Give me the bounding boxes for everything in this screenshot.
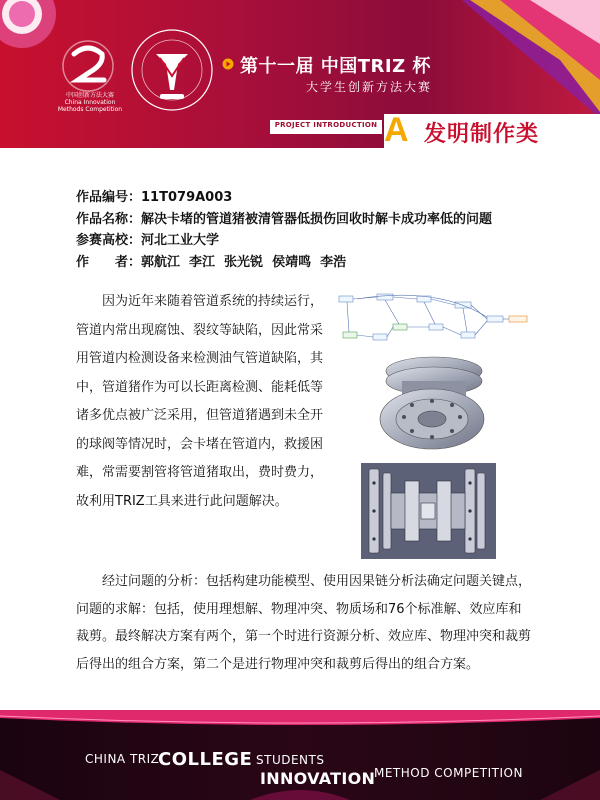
author-name: 侯靖鸣 xyxy=(272,254,312,270)
play-circle-icon xyxy=(222,58,234,70)
logo-caption-cn: 中国创新方法大赛 xyxy=(65,92,114,99)
project-intro-label: PROJECT INTRODUCTION xyxy=(274,121,378,129)
pipeline-pig-section-model xyxy=(361,463,496,559)
cimc-logo-icon xyxy=(60,38,116,94)
paragraph-analysis xyxy=(76,568,531,678)
meta-name-row xyxy=(76,208,556,230)
inner-circle-deco xyxy=(9,1,35,27)
paragraph-2-text: 经过问题的分析：包括构建功能模型、使用因果链分析法确定问题关键点，问题的求解：包括，使用理想解、物理冲突、物质场和76个标准解、效应库和裁剪。最终解决方案有两个，第一个时进行资源分析、效应库、物理冲突和裁剪后得出的组合方案，第二个是进行物理冲突和裁剪后得出的组合方案。 xyxy=(76,574,532,672)
author-name: 张光锐 xyxy=(224,254,264,270)
author-name: 郭航江 xyxy=(141,254,181,270)
meta-authors-row xyxy=(76,251,556,273)
meta-id-label: 作品编号： xyxy=(76,190,142,205)
meta-name-label: 作品名称： xyxy=(76,211,142,227)
meta-school-label: 参赛高校： xyxy=(76,233,142,248)
paragraph-background xyxy=(76,288,326,516)
meta-id-row xyxy=(76,186,556,208)
footer-method-competition: METHOD COMPETITION xyxy=(374,766,523,780)
triz-cup-emblem-icon xyxy=(130,28,214,112)
footer-college: COLLEGE xyxy=(158,749,253,770)
pipeline-pig-3d-model xyxy=(374,355,490,455)
paragraph-1-text: 因为近年来随着管道系统的持续运行，管道内常出现腐蚀、裂纹等缺陷，因此常采用管道内检测设备来检测油气管道缺陷，其中，管道猪作为可以长距离检测、能耗低等诸多优点被广泛采用，但管道猪遇到未全开的球阀等情况时，会卡堵在管道内，救援困难，常需要割管将管道猪取出，费时费力，故利用TRIZ工具来进行此问题解决。 xyxy=(76,294,324,509)
footer-innovation: INNOVATION xyxy=(260,769,376,788)
category-letter: A xyxy=(384,111,409,149)
function-model-diagram xyxy=(337,290,529,350)
meta-school-row xyxy=(76,229,556,251)
meta-authors-label: 作 者： xyxy=(76,254,142,270)
project-meta xyxy=(76,186,556,272)
logo-caption xyxy=(54,92,126,113)
footer-glow xyxy=(250,790,350,800)
meta-id-value: 11T079A003 xyxy=(141,190,233,205)
author-name: 李江 xyxy=(189,254,216,270)
competition-subtitle: 大学生创新方法大赛 xyxy=(306,80,433,94)
footer-corner-right xyxy=(540,770,600,800)
meta-school-value: 河北工业大学 xyxy=(141,233,220,248)
meta-name-value: 解决卡堵的管道猪被清管器低损伤回收时解卡成功率低的问题 xyxy=(141,211,493,227)
footer-china-triz: CHINA TRIZ xyxy=(85,752,160,766)
category-label: 发明制作类 xyxy=(424,122,540,147)
logo-caption-en: China Innovation Methods Competition xyxy=(57,99,123,113)
footer-students: STUDENTS xyxy=(256,753,325,767)
footer-corner-left xyxy=(0,770,60,800)
competition-title: 第十一届 中国TRIZ 杯 xyxy=(240,56,431,77)
author-name: 李浩 xyxy=(320,254,347,270)
